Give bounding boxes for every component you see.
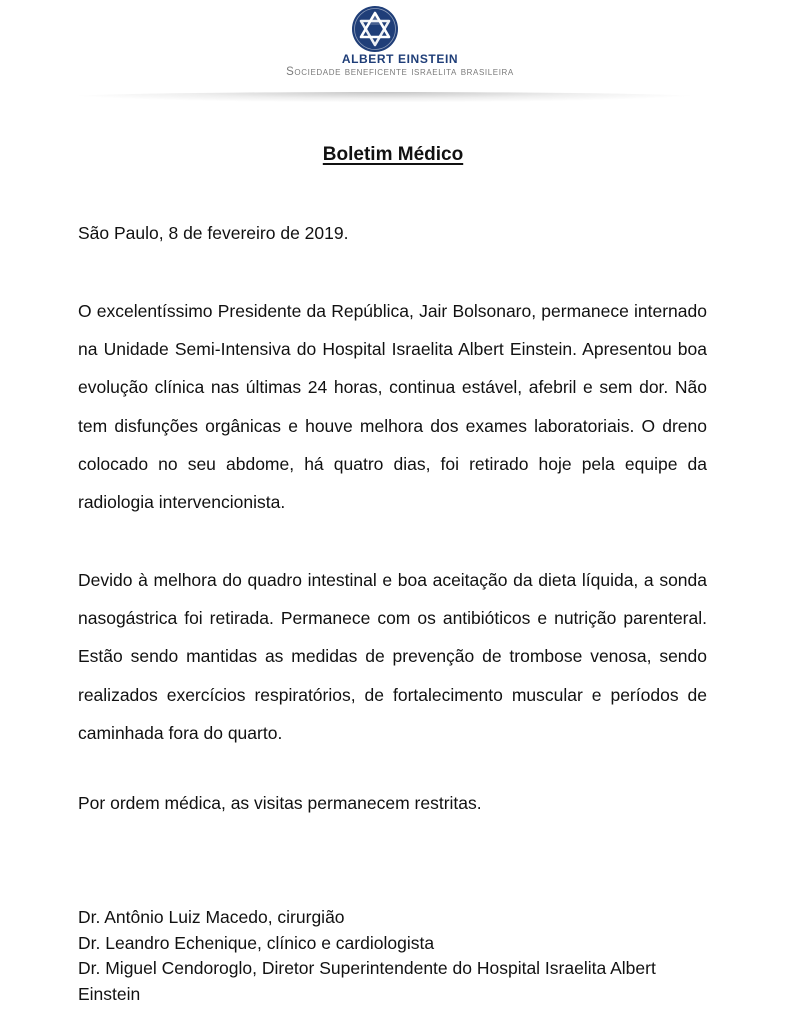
- signature-line: Dr. Antônio Luiz Macedo, cirurgião: [78, 907, 345, 927]
- letterhead: [0, 0, 800, 110]
- header-divider: [68, 92, 700, 102]
- document-title: Boletim Médico: [322, 144, 464, 165]
- paragraph-visits: Por ordem médica, as visitas permanecem restritas.: [78, 793, 482, 813]
- organization-subtitle: Sociedade beneficente israelita brasileira: [286, 66, 514, 78]
- signature-list: [78, 905, 718, 1007]
- organization-name: ALBERT EINSTEIN: [341, 52, 459, 66]
- paragraph-treatment: Devido à melhora do quadro intestinal e boa aceitação da dieta líquida, a sonda nasogástrica foi retirada. Permanece com os antibióticos e nutrição parenteral. Estão sendo mantidas as medidas de prevenção de trombose venosa, sendo realizados exercícios respiratórios, de fortalecimento muscular e períodos de caminhada fora do quarto.: [78, 570, 707, 743]
- albert-einstein-logo-icon: [351, 5, 399, 53]
- paragraph-clinical-status: O excelentíssimo Presidente da República, Jair Bolsonaro, permanece internado na Unidade Semi-Intensiva do Hospital Israelita Albert Einstein. Apresentou boa evolução clínica nas últimas 24 horas, continua estável, afebril e sem dor. Não tem disfunções orgânicas e houve melhora dos exames laboratoriais. O dreno colocado no seu abdome, há quatro dias, foi retirado hoje pela equipe da radiologia intervencionista.: [78, 301, 707, 513]
- signature-line: Dr. Miguel Cendoroglo, Diretor Superintendente do Hospital Israelita Albert Einstein: [78, 958, 656, 1004]
- date-line: São Paulo, 8 de fevereiro de 2019.: [78, 223, 349, 243]
- signature-line: Dr. Leandro Echenique, clínico e cardiologista: [78, 932, 435, 953]
